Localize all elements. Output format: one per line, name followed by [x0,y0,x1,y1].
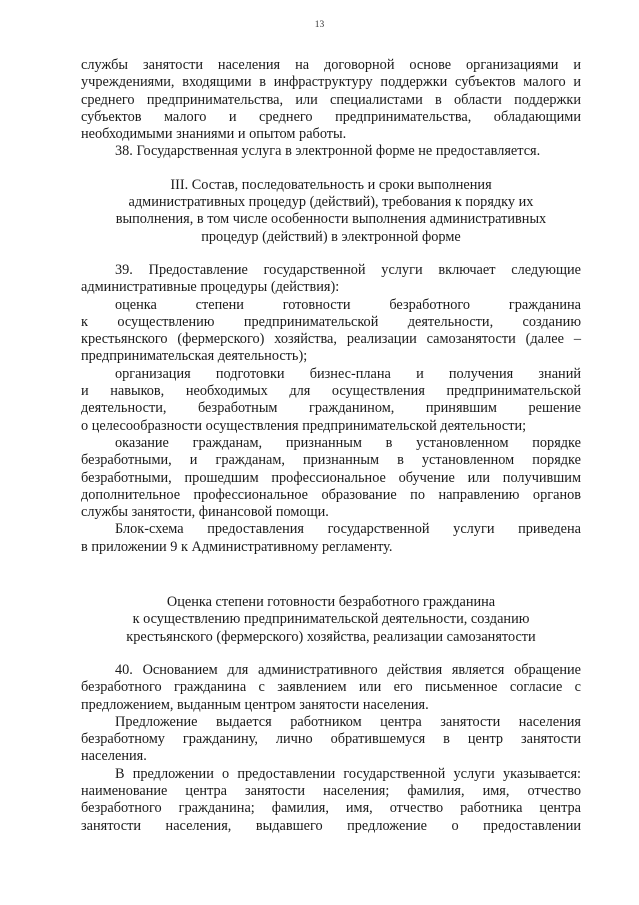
text-line: службы занятости населения на договорной основе организациями и [81,57,581,73]
text-line: населения. [81,748,147,765]
text-line: среднего предпринимательства, или специалистами в области поддержки [81,91,581,108]
text-line: организация подготовки бизнес-плана и получения знаний [115,365,581,382]
text-line: безработного гражданина; фамилия, имя, отчество работника центра [81,800,581,817]
text-line: В предложении о предоставлении государственной услуги указывается: [115,765,581,782]
page-number: 13 [314,20,325,30]
text-line: Блок-схема предоставления государственной услуги приведена [115,521,581,538]
section-title-line: процедур (действий) в электронной форме [201,228,461,245]
text-line: о целесообразности осуществления предпринимательской деятельности; [81,417,527,434]
text-line: субъектов малого и среднего предпринимательства, обладающими [81,108,581,125]
text-line: к осуществлению предпринимательской деятельности, созданию [81,313,581,330]
section-title-line: III. Состав, последовательность и сроки выполнения [170,176,492,193]
section-3-title [81,177,581,246]
paragraph-40 [81,662,581,714]
subsection-title-line: Оценка степени готовности безработного гражданина [166,594,496,611]
text-line: в приложении 9 к Административному регламенту. [81,538,393,555]
subsection-title-line: к осуществлению предпринимательской деятельности, созданию [132,611,530,628]
procedure-item-3 [81,435,581,521]
text-line: деятельности, безработным гражданином, принявшим решение [81,400,581,417]
text-line: дополнительное профессиональное образование по направлению органов [81,486,581,503]
text-line: предпринимательская деятельность); [81,348,308,365]
text-line: учреждениями, входящими в инфраструктуру поддержки субъектов малого и [81,74,581,91]
text-line: оценка степени готовности безработного гражданина [115,296,581,313]
text-line: службы занятости, финансовой помощи. [81,504,329,521]
text-line: занятости населения, выдавшего предложение о предоставлении [81,817,581,834]
document-body [81,57,581,835]
text-line: безработными, прошедшим профессиональное обучение или получившим [81,469,581,486]
paragraph-offer-contents [81,766,581,835]
text-line: наименование центра занятости населения; фамилия, имя, отчество [81,782,581,799]
text-line: Предложение выдается работником центра занятости населения [115,713,581,730]
paragraph-intro [81,57,581,143]
text-line: оказание гражданам, признанным в установленном порядке [115,434,581,451]
section-title-line: выполнения, в том числе особенности выполнения административных [115,211,547,228]
text-line: крестьянского (фермерского) хозяйства, реализации самозанятости (далее – [81,331,581,348]
paragraph-offer [81,714,581,766]
paragraph-39 [81,262,581,297]
procedure-item-1 [81,297,581,366]
paragraph-38: 38. Государственная услуга в электронной форме не предоставляется. [115,143,541,160]
text-line: 40. Основанием для административного действия является обращение [115,661,581,678]
text-line: безработному гражданину, лично обратившемуся в центр занятости [81,731,581,748]
text-line: предложением, выданным центром занятости населения. [81,696,429,713]
text-line: безработными, и гражданам, признанным в установленном порядке [81,452,581,469]
block-scheme-paragraph [81,521,581,556]
text-line: административные процедуры (действия): [81,279,340,296]
subsection-title [81,594,581,646]
section-title-line: административных процедур (действий), требования к порядку их [128,194,534,211]
text-line: 39. Предоставление государственной услуги включает следующие [115,261,581,278]
text-line: и навыков, необходимых для осуществления предпринимательской [81,383,581,400]
text-line: необходимыми знаниями и опытом работы. [81,126,347,143]
procedure-item-2 [81,366,581,435]
text-line: безработного гражданина с заявлением или его письменное согласие с [81,679,581,696]
subsection-title-line: крестьянского (фермерского) хозяйства, реализации самозанятости [126,628,536,645]
